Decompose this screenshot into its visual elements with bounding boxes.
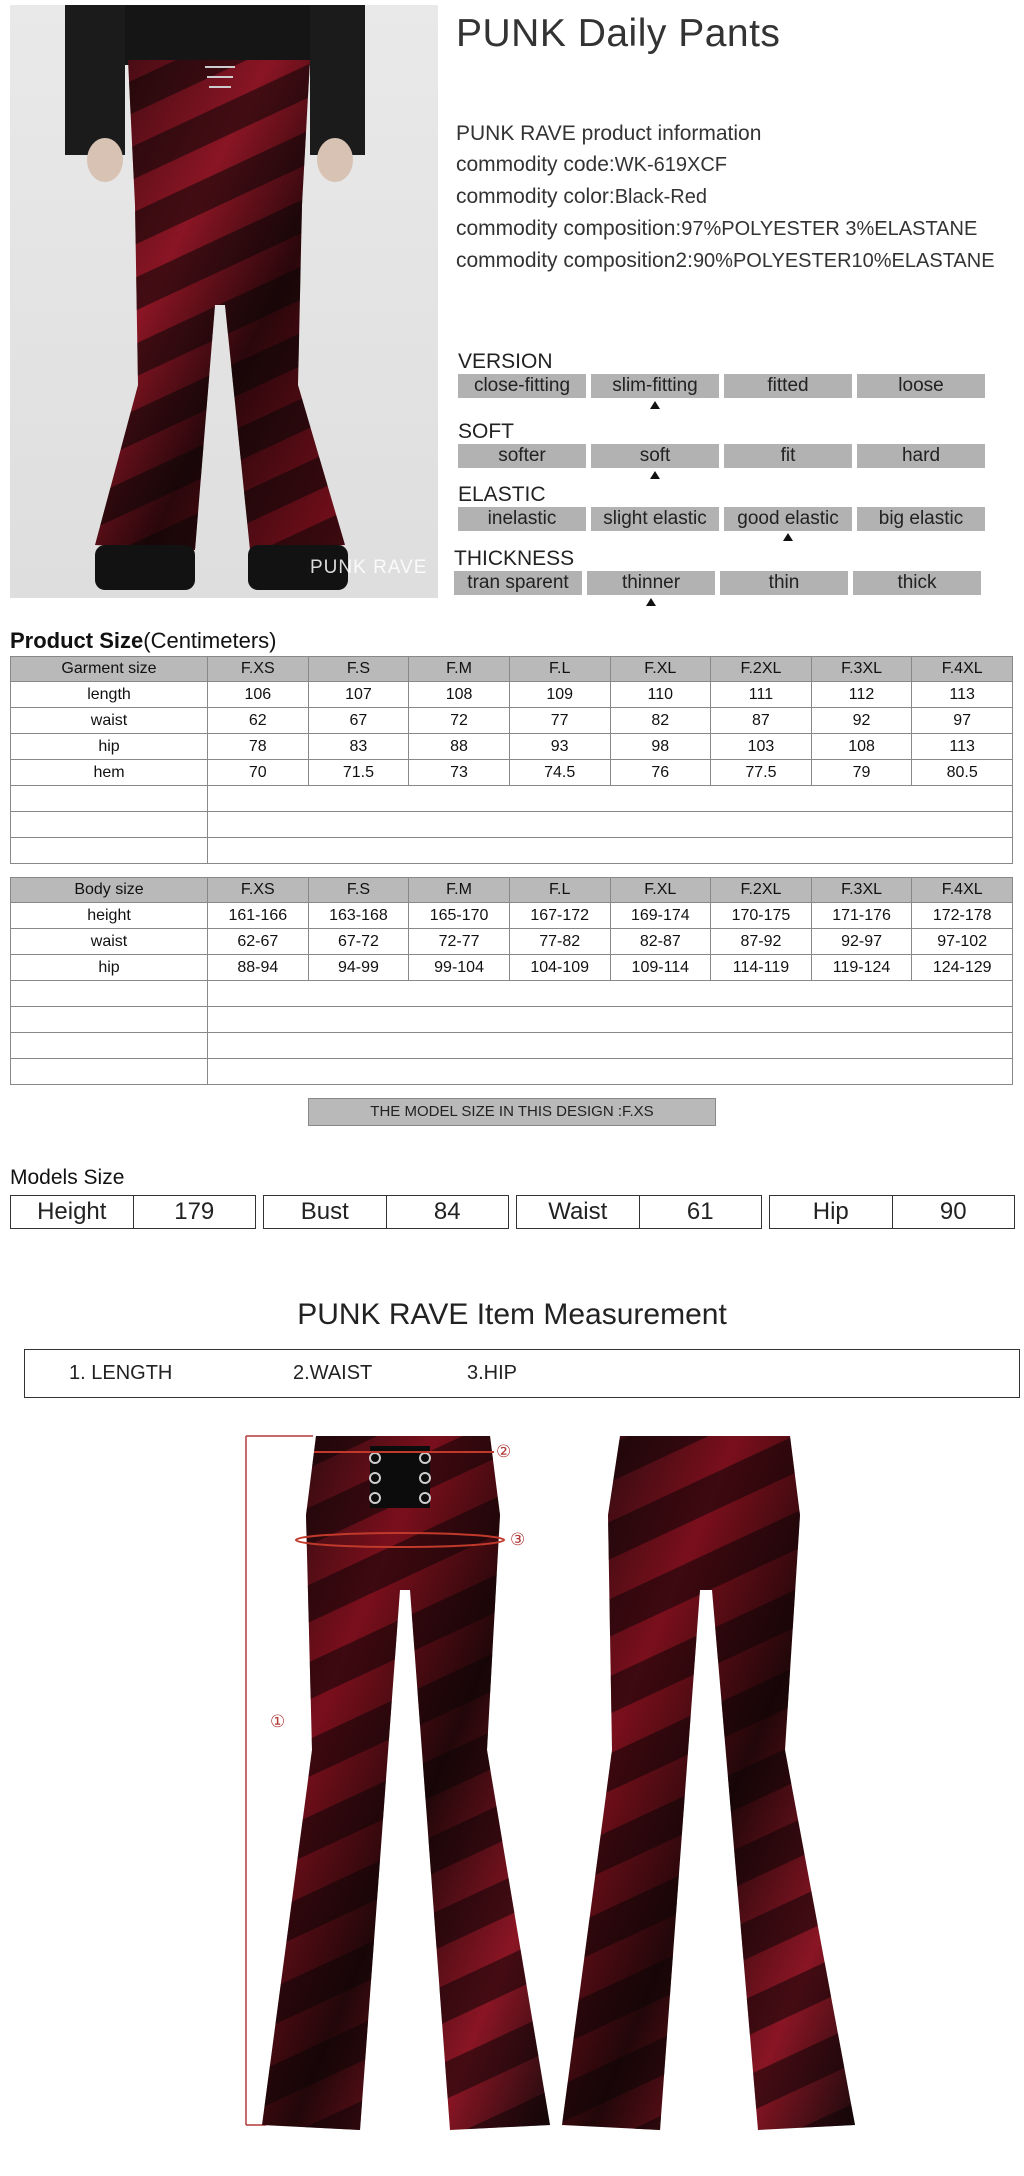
product-size-title (10, 628, 277, 654)
table-cell: 109-114 (610, 955, 711, 981)
attr-option: close-fitting (458, 374, 586, 398)
table-row-empty (11, 981, 1013, 1007)
table-cell: 88-94 (208, 955, 309, 981)
table-cell: 167-172 (509, 903, 610, 929)
model-measure-value: 61 (686, 1198, 714, 1225)
table-cell: 78 (208, 734, 309, 760)
table-header-cell: F.3XL (811, 657, 912, 682)
table-header-cell: F.4XL (912, 878, 1013, 903)
table-row-empty (11, 786, 1013, 812)
table-cell: 92 (811, 708, 912, 734)
selection-marker-icon (650, 401, 660, 409)
table-cell: 110 (610, 682, 711, 708)
table-cell: 107 (308, 682, 409, 708)
models-size-row (10, 1195, 1015, 1229)
attr-elastic-scale (458, 507, 985, 531)
table-cell: 112 (811, 682, 912, 708)
table-header-row (11, 657, 1013, 682)
table-cell: 113 (912, 682, 1013, 708)
measurement-item: 2.WAIST (293, 1362, 373, 1384)
table-cell: 97 (912, 708, 1013, 734)
attr-option: hard (857, 444, 985, 468)
attr-option: thinner (587, 571, 715, 595)
table-header-cell: F.XL (610, 878, 711, 903)
table-header-cell: F.4XL (912, 657, 1013, 682)
info-row-code (456, 149, 995, 181)
attr-option: slight elastic (591, 507, 719, 531)
attr-soft-scale (458, 444, 985, 468)
table-cell: 113 (912, 734, 1013, 760)
table-header-cell: Garment size (11, 657, 208, 682)
table-cell: 165-170 (409, 903, 510, 929)
product-size-table (10, 656, 1013, 864)
table-cell: 104-109 (509, 955, 610, 981)
model-measure-pair (10, 1195, 256, 1229)
attr-option: thick (853, 571, 981, 595)
table-header-cell: F.M (409, 657, 510, 682)
body-size-table (10, 877, 1013, 1085)
hip-marker-icon: ③ (510, 1530, 526, 1549)
model-measure-value: 179 (174, 1198, 215, 1225)
table-cell: 73 (409, 760, 510, 786)
info-label: commodity code: (456, 153, 615, 176)
model-measure-pair (769, 1195, 1015, 1229)
info-label: commodity composition2: (456, 249, 693, 272)
table-cell: 119-124 (811, 955, 912, 981)
table-cell: 77-82 (509, 929, 610, 955)
table-row (11, 682, 1013, 708)
photo-watermark: PUNK RAVE (310, 557, 428, 578)
table-header-cell: Body size (11, 878, 208, 903)
table-cell: 88 (409, 734, 510, 760)
table-cell: 87 (711, 708, 812, 734)
pants-back-image (562, 1436, 855, 2130)
model-measure-pair (263, 1195, 509, 1229)
table-cell: 72-77 (409, 929, 510, 955)
selection-marker-icon (783, 533, 793, 541)
table-cell: 124-129 (912, 955, 1013, 981)
measurement-title: PUNK RAVE Item Measurement (297, 1298, 727, 1331)
table-header-row (11, 878, 1013, 903)
info-row-composition2 (456, 245, 995, 277)
product-info (456, 118, 995, 277)
product-title: PUNK Daily Pants (456, 12, 781, 55)
table-cell: 99-104 (409, 955, 510, 981)
table-cell: 77.5 (711, 760, 812, 786)
attr-elastic-label: ELASTIC (458, 483, 546, 506)
table-cell: 92-97 (811, 929, 912, 955)
model-measure-value: 90 (939, 1198, 967, 1225)
table-cell: 71.5 (308, 760, 409, 786)
info-value: Black-Red (614, 186, 707, 208)
table-row (11, 903, 1013, 929)
table-cell: 82 (610, 708, 711, 734)
info-label: commodity color: (456, 185, 615, 208)
table-cell: 114-119 (711, 955, 812, 981)
table-cell: 171-176 (811, 903, 912, 929)
model-measure-label: Hip (770, 1196, 893, 1228)
table-cell: hip (11, 955, 208, 981)
info-label: commodity composition: (456, 217, 682, 240)
table-header-cell: F.M (409, 878, 510, 903)
table-header-cell: F.XL (610, 657, 711, 682)
attr-option: loose (857, 374, 985, 398)
models-size-title: Models Size (10, 1166, 125, 1189)
table-row (11, 760, 1013, 786)
table-cell: 62-67 (208, 929, 309, 955)
table-cell: 76 (610, 760, 711, 786)
attr-option: big elastic (857, 507, 985, 531)
table-header-cell: F.L (509, 878, 610, 903)
attr-option: slim-fitting (591, 374, 719, 398)
table-header-cell: F.2XL (711, 878, 812, 903)
table-cell: 77 (509, 708, 610, 734)
table-row-empty (11, 1007, 1013, 1033)
attr-version-label: VERSION (458, 350, 553, 373)
table-row-empty (11, 1033, 1013, 1059)
table-cell: hip (11, 734, 208, 760)
model-measure-label: Height (11, 1196, 134, 1228)
model-measure-label: Waist (517, 1196, 640, 1228)
table-cell: 109 (509, 682, 610, 708)
table-cell: 97-102 (912, 929, 1013, 955)
model-measure-value: 84 (433, 1198, 461, 1225)
table-cell: 83 (308, 734, 409, 760)
model-measure-pair (516, 1195, 762, 1229)
table-cell: 74.5 (509, 760, 610, 786)
table-cell: 79 (811, 760, 912, 786)
table-row-empty (11, 812, 1013, 838)
attr-thickness-scale (454, 571, 981, 595)
table-cell: waist (11, 929, 208, 955)
product-size-unit: (Centimeters) (143, 628, 277, 653)
table-header-cell: F.XS (208, 657, 309, 682)
attr-option: inelastic (458, 507, 586, 531)
table-cell: 72 (409, 708, 510, 734)
selection-marker-icon (650, 471, 660, 479)
info-value: 90%POLYESTER10%ELASTANE (692, 250, 995, 272)
table-cell: length (11, 682, 208, 708)
measurement-legend (24, 1349, 1020, 1398)
pants-front-image (262, 1436, 550, 2130)
selection-marker-icon (646, 598, 656, 606)
table-cell: hem (11, 760, 208, 786)
measurement-item: 3.HIP (467, 1362, 518, 1384)
attr-option: good elastic (724, 507, 852, 531)
info-value: WK-619XCF (614, 154, 727, 176)
attr-version-scale (458, 374, 985, 398)
attr-option: thin (720, 571, 848, 595)
product-size-heading: Product Size (10, 628, 144, 653)
table-cell: 172-178 (912, 903, 1013, 929)
table-cell: 111 (711, 682, 812, 708)
info-row-color (456, 181, 995, 213)
table-cell: 103 (711, 734, 812, 760)
table-cell: 67 (308, 708, 409, 734)
table-header-cell: F.S (308, 657, 409, 682)
table-row-empty (11, 1059, 1013, 1085)
table-cell: waist (11, 708, 208, 734)
table-row-empty (11, 838, 1013, 864)
table-row (11, 734, 1013, 760)
table-header-cell: F.2XL (711, 657, 812, 682)
table-row (11, 929, 1013, 955)
table-header-cell: F.XS (208, 878, 309, 903)
info-value: 97%POLYESTER 3%ELASTANE (681, 218, 978, 240)
waist-marker-icon: ② (496, 1442, 512, 1461)
attr-thickness-label: THICKNESS (454, 547, 575, 570)
table-cell: 80.5 (912, 760, 1013, 786)
table-cell: 70 (208, 760, 309, 786)
table-cell: 161-166 (208, 903, 309, 929)
model-wearing-pants-image (10, 5, 438, 598)
table-cell: 94-99 (308, 955, 409, 981)
attr-soft-label: SOFT (458, 420, 514, 443)
table-cell: 106 (208, 682, 309, 708)
table-cell: 163-168 (308, 903, 409, 929)
model-size-note: THE MODEL SIZE IN THIS DESIGN :F.XS (308, 1098, 716, 1126)
table-cell: 170-175 (711, 903, 812, 929)
table-cell: 108 (811, 734, 912, 760)
product-photo (10, 5, 438, 598)
info-heading: PUNK RAVE product information (456, 122, 762, 145)
attr-option: soft (591, 444, 719, 468)
table-cell: 87-92 (711, 929, 812, 955)
table-row (11, 955, 1013, 981)
attr-option: fit (724, 444, 852, 468)
table-cell: 93 (509, 734, 610, 760)
table-cell: 62 (208, 708, 309, 734)
table-cell: 67-72 (308, 929, 409, 955)
table-row (11, 708, 1013, 734)
table-cell: 98 (610, 734, 711, 760)
table-cell: 82-87 (610, 929, 711, 955)
model-measure-label: Bust (264, 1196, 387, 1228)
table-cell: 108 (409, 682, 510, 708)
info-row-composition (456, 213, 995, 245)
table-header-cell: F.L (509, 657, 610, 682)
measurement-item: 1. LENGTH (69, 1362, 173, 1384)
table-cell: 169-174 (610, 903, 711, 929)
attr-option: softer (458, 444, 586, 468)
table-cell: height (11, 903, 208, 929)
attr-option: tran sparent (454, 571, 582, 595)
table-header-cell: F.3XL (811, 878, 912, 903)
attr-option: fitted (724, 374, 852, 398)
length-marker-icon: ① (270, 1712, 286, 1731)
table-header-cell: F.S (308, 878, 409, 903)
